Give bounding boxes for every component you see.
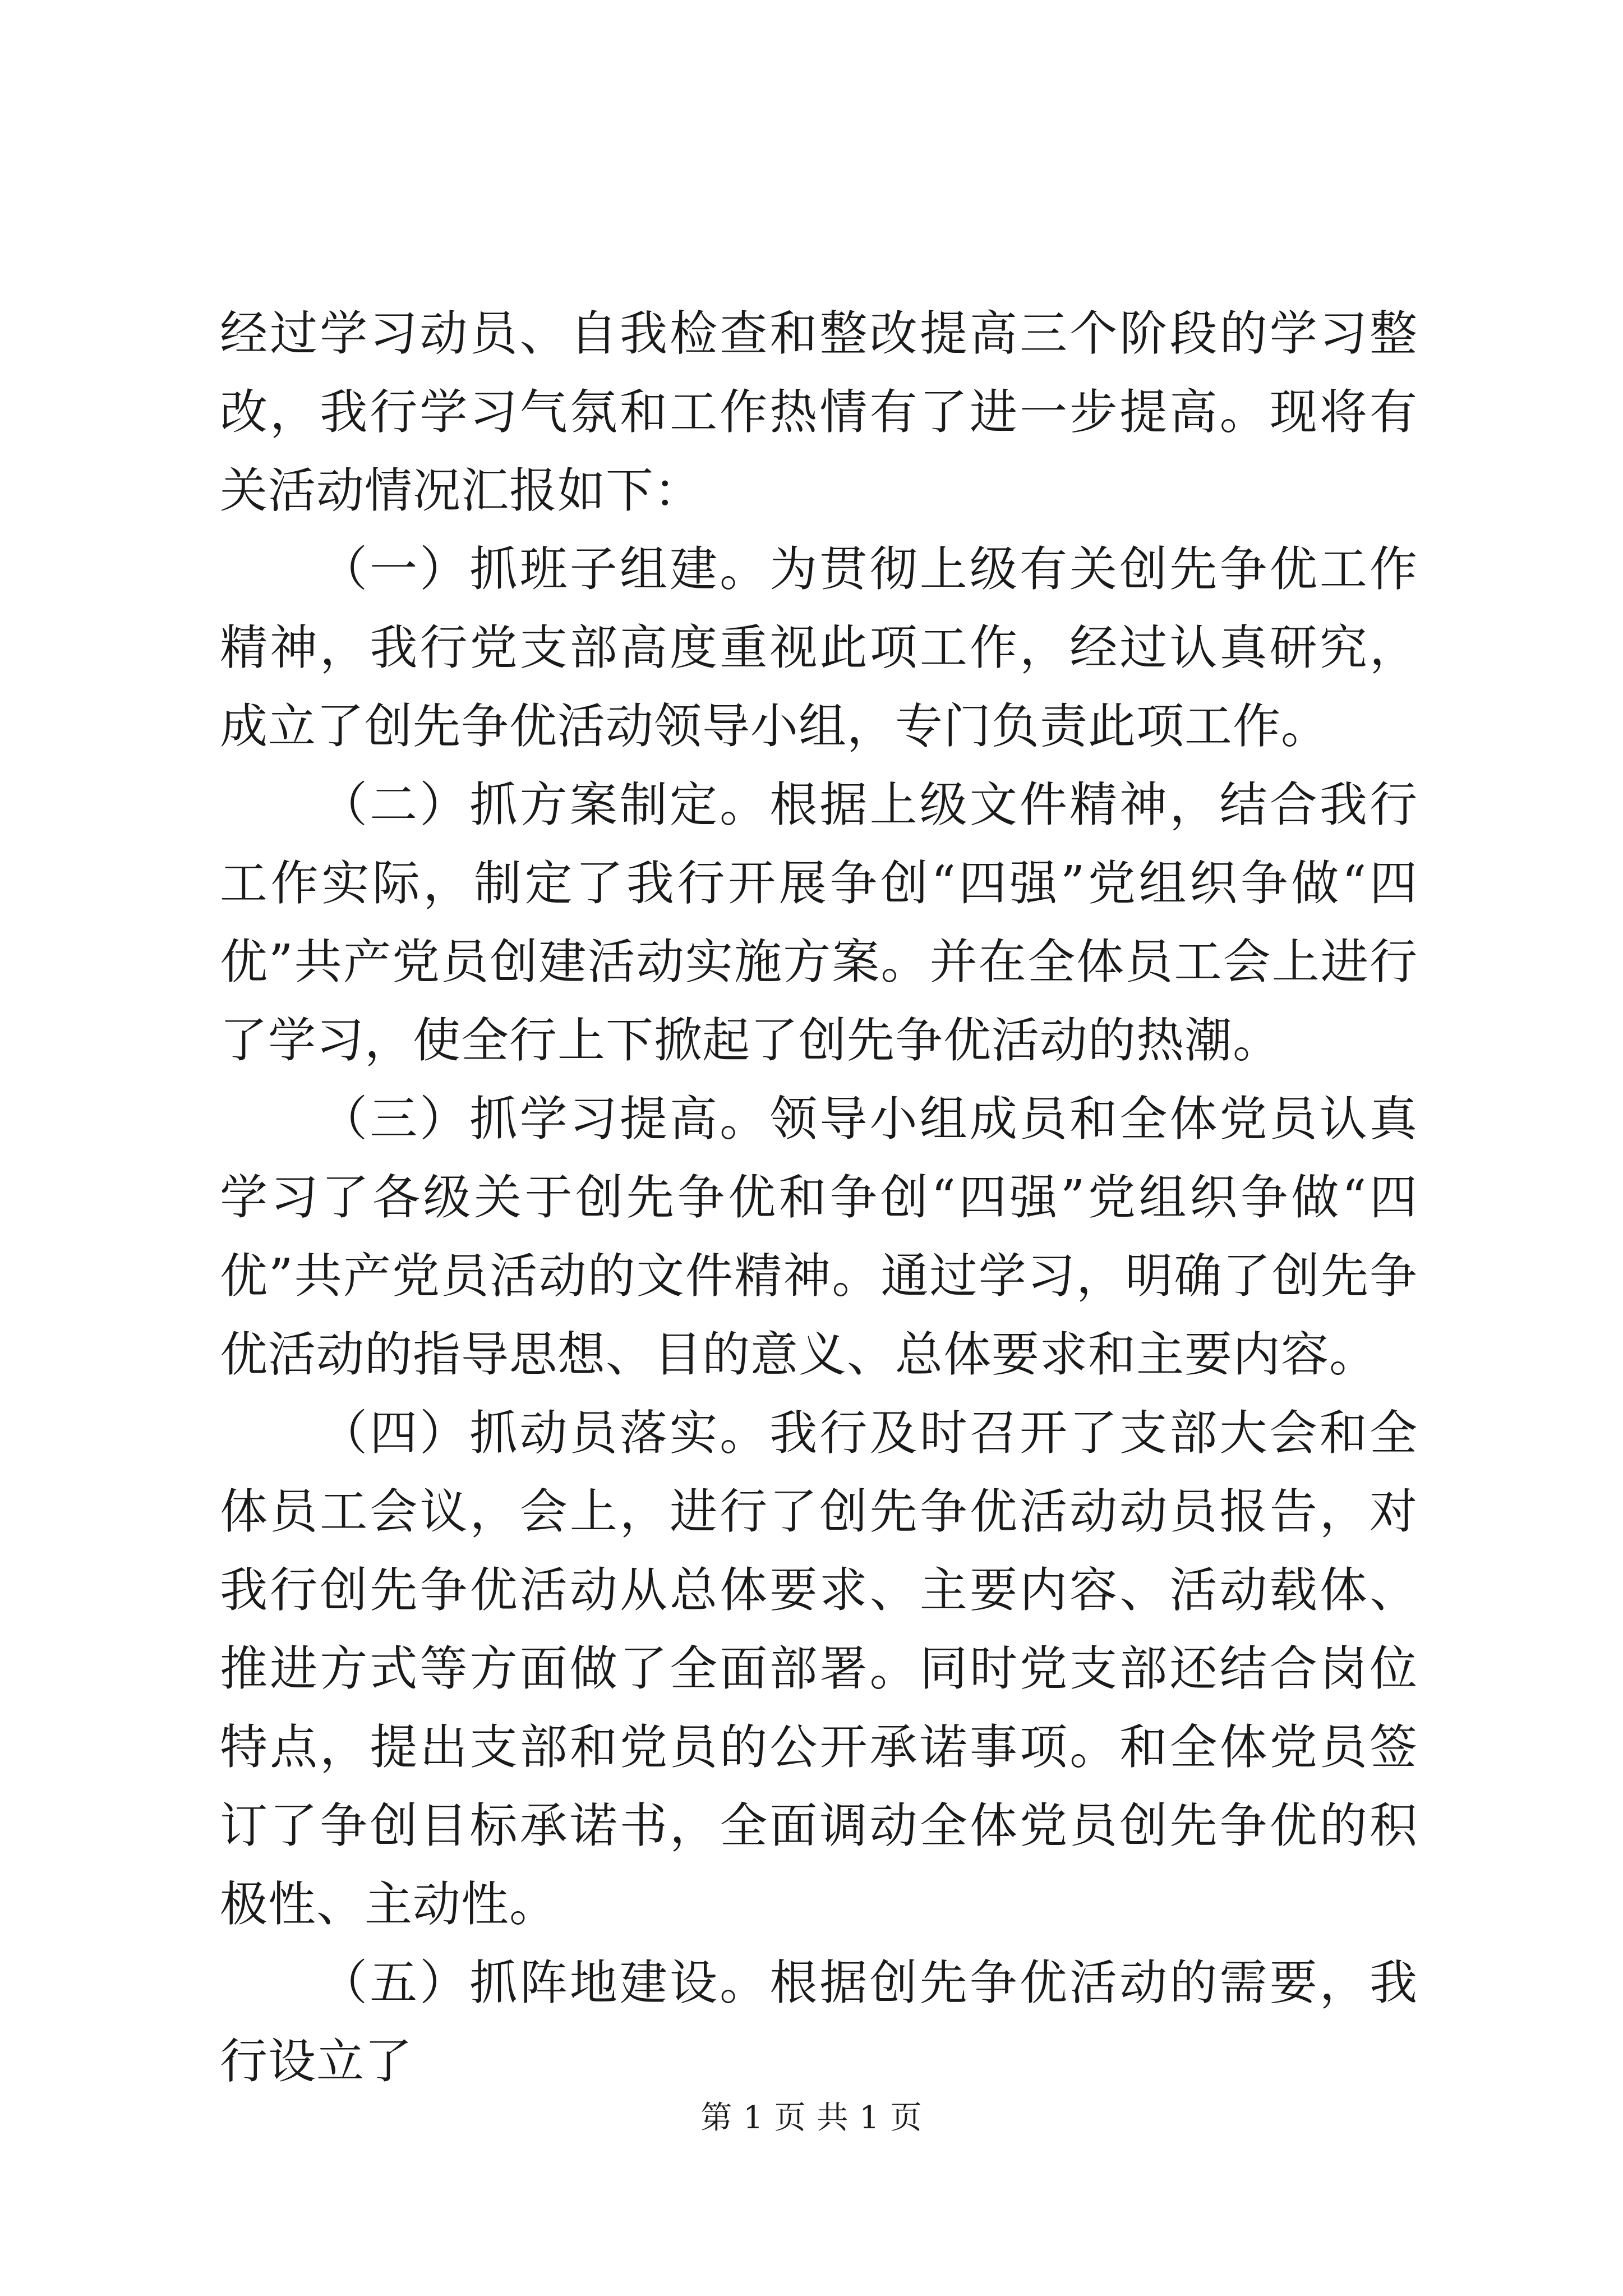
paragraph-section-3: （三）抓学习提高。领导小组成员和全体党员认真学习了各级关于创先争优和争创“四强”党组织争做“四优”共产党员活动的文件精神。通过学习，明确了创先争优活动的指导思想、目的意义、总体要求和主要内容。 xyxy=(220,1092,1418,1383)
paragraph-section-2: （二）抓方案制定。根据上级文件精神，结合我行工作实际，制定了我行开展争创“四强”党组织争做“四优”共产党员创建活动实施方案。并在全体员工会上进行了学习，使全行上下掀起了创先争优活动的热潮。 xyxy=(220,777,1418,1069)
paragraph-section-5: （五）抓阵地建设。根据创先争优活动的需要，我行设立了 xyxy=(220,1955,1418,2090)
paragraph-section-4: （四）抓动员落实。我行及时召开了支部大会和全体员工会议，会上，进行了创先争优活动动员报告，对我行创先争优活动从总体要求、主要内容、活动载体、推进方式等方面做了全面部署。同时党支部还结合岗位特点，提出支部和党员的公开承诺事项。和全体党员签订了争创目标承诺书，全面调动全体党员创先争优的积极性、主动性。 xyxy=(220,1406,1418,1932)
paragraph-intro: 经过学习动员、自我检查和整改提高三个阶段的学习整改，我行学习气氛和工作热情有了进一步提高。现将有关活动情况汇报如下： xyxy=(220,306,1418,519)
document-body xyxy=(220,295,1418,2101)
paragraph-section-1: （一）抓班子组建。为贯彻上级有关创先争优工作精神，我行党支部高度重视此项工作，经过认真研究，成立了创先争优活动领导小组，专门负责此项工作。 xyxy=(220,542,1418,754)
page-number-footer: 第 1 页 共 1 页 xyxy=(700,2100,923,2136)
